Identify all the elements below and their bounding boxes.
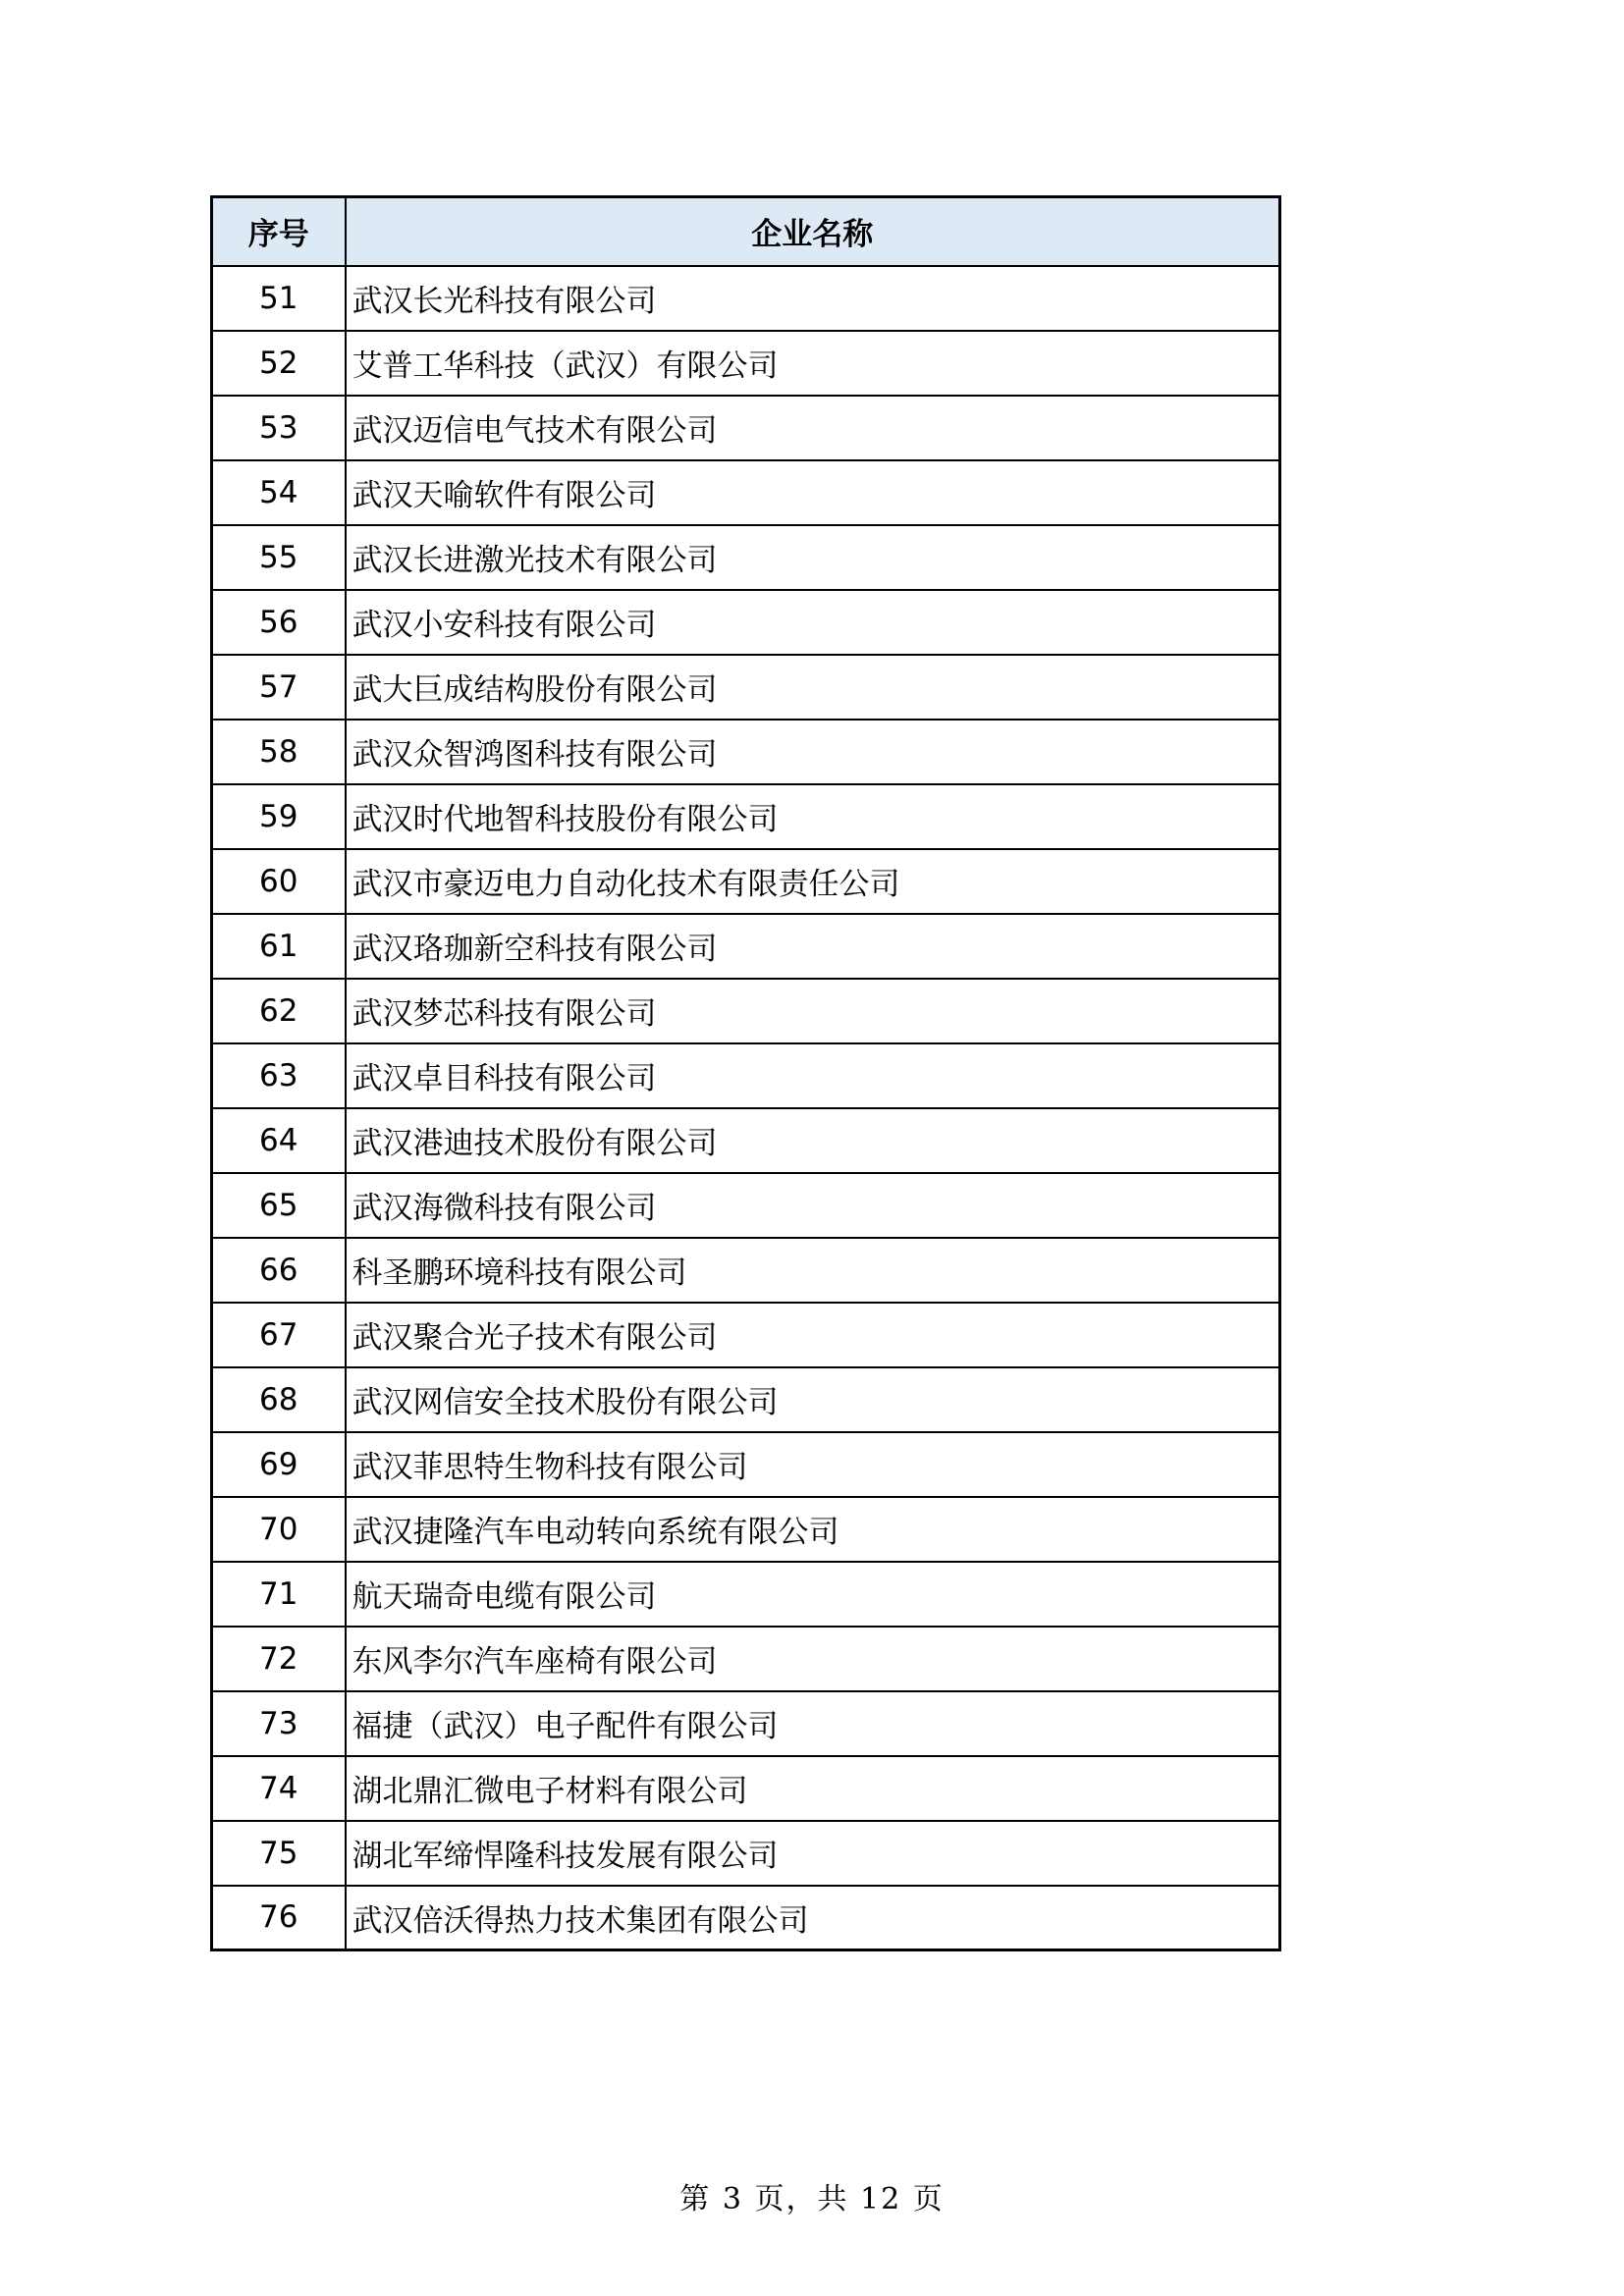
row-number: 61 [212,914,346,979]
row-number: 75 [212,1821,346,1886]
company-name: 东风李尔汽车座椅有限公司 [346,1627,1280,1691]
company-name: 科圣鹏环境科技有限公司 [346,1238,1280,1303]
company-name: 武汉珞珈新空科技有限公司 [346,914,1280,979]
table-row [212,914,1280,979]
company-name: 武汉市豪迈电力自动化技术有限责任公司 [346,849,1280,914]
company-name: 武大巨成结构股份有限公司 [346,655,1280,720]
company-name: 武汉长光科技有限公司 [346,266,1280,331]
company-name: 武汉长进激光技术有限公司 [346,525,1280,590]
row-number: 69 [212,1432,346,1497]
table-row [212,331,1280,396]
company-name: 福捷（武汉）电子配件有限公司 [346,1691,1280,1756]
table-row [212,1497,1280,1562]
table-row [212,1691,1280,1756]
table-row [212,979,1280,1043]
row-number: 59 [212,784,346,849]
table-row [212,1108,1280,1173]
row-number: 72 [212,1627,346,1691]
row-number: 64 [212,1108,346,1173]
table-row [212,1367,1280,1432]
header-company-name: 企业名称 [346,197,1280,266]
row-number: 63 [212,1043,346,1108]
row-number: 54 [212,460,346,525]
company-name: 武汉梦芯科技有限公司 [346,979,1280,1043]
table-row [212,1432,1280,1497]
company-name: 湖北鼎汇微电子材料有限公司 [346,1756,1280,1821]
row-number: 56 [212,590,346,655]
row-number: 52 [212,331,346,396]
company-name: 航天瑞奇电缆有限公司 [346,1562,1280,1627]
row-number: 57 [212,655,346,720]
table-row [212,590,1280,655]
row-number: 76 [212,1886,346,1950]
table-row [212,1886,1280,1950]
table-row [212,266,1280,331]
company-name: 武汉港迪技术股份有限公司 [346,1108,1280,1173]
company-name: 艾普工华科技（武汉）有限公司 [346,331,1280,396]
table-row [212,525,1280,590]
row-number: 58 [212,720,346,784]
row-number: 70 [212,1497,346,1562]
company-name: 武汉时代地智科技股份有限公司 [346,784,1280,849]
row-number: 65 [212,1173,346,1238]
table-row [212,720,1280,784]
company-name: 武汉海微科技有限公司 [346,1173,1280,1238]
company-name: 武汉倍沃得热力技术集团有限公司 [346,1886,1280,1950]
row-number: 67 [212,1303,346,1367]
row-number: 62 [212,979,346,1043]
row-number: 66 [212,1238,346,1303]
row-number: 55 [212,525,346,590]
table-row [212,1043,1280,1108]
header-number: 序号 [212,197,346,266]
company-name: 武汉众智鸿图科技有限公司 [346,720,1280,784]
company-name: 武汉小安科技有限公司 [346,590,1280,655]
table-row [212,1562,1280,1627]
table-row [212,1627,1280,1691]
row-number: 74 [212,1756,346,1821]
company-name: 武汉聚合光子技术有限公司 [346,1303,1280,1367]
row-number: 71 [212,1562,346,1627]
company-name: 武汉迈信电气技术有限公司 [346,396,1280,460]
page-number-footer: 第 3 页，共 12 页 [679,2182,945,2216]
table-row [212,1173,1280,1238]
table-row [212,784,1280,849]
company-name: 武汉天喻软件有限公司 [346,460,1280,525]
table-row [212,1821,1280,1886]
company-name: 武汉网信安全技术股份有限公司 [346,1367,1280,1432]
row-number: 68 [212,1367,346,1432]
table-row [212,1756,1280,1821]
table-row [212,655,1280,720]
company-name: 湖北军缔悍隆科技发展有限公司 [346,1821,1280,1886]
row-number: 73 [212,1691,346,1756]
table-row [212,1238,1280,1303]
row-number: 53 [212,396,346,460]
table-row [212,460,1280,525]
company-table [210,195,1281,1951]
company-name: 武汉菲思特生物科技有限公司 [346,1432,1280,1497]
row-number: 60 [212,849,346,914]
table-header-row [212,197,1280,266]
company-name: 武汉卓目科技有限公司 [346,1043,1280,1108]
table-row [212,849,1280,914]
row-number: 51 [212,266,346,331]
table-body [212,266,1280,1950]
table-row [212,396,1280,460]
table-row [212,1303,1280,1367]
company-name: 武汉捷隆汽车电动转向系统有限公司 [346,1497,1280,1562]
